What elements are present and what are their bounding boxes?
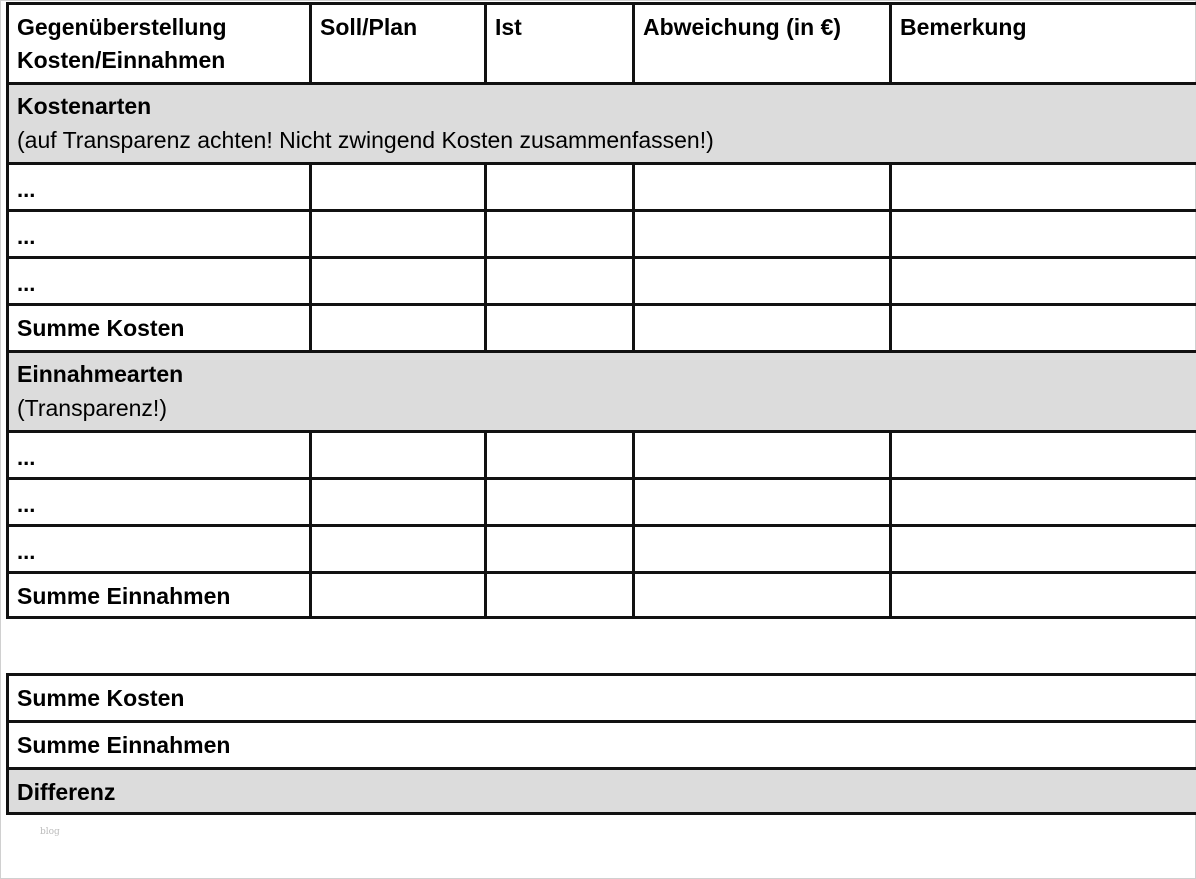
plan-cell[interactable] bbox=[311, 211, 486, 258]
table-row bbox=[8, 479, 1196, 526]
header-cell-comparison bbox=[8, 4, 311, 84]
row-label: ... bbox=[17, 224, 36, 249]
table-row bbox=[8, 258, 1196, 305]
plan-cell[interactable] bbox=[311, 305, 486, 352]
section-note-kosten: (auf Transparenz achten! Nicht zwingend Kosten zusammenfassen!) bbox=[17, 127, 714, 153]
plan-cell[interactable] bbox=[311, 479, 486, 526]
header-label-actual: Ist bbox=[495, 14, 522, 40]
actual-cell[interactable] bbox=[486, 479, 634, 526]
summary-label-einnahmen: Summe Einnahmen bbox=[17, 732, 231, 758]
actual-cell[interactable] bbox=[486, 211, 634, 258]
plan-cell[interactable] bbox=[311, 164, 486, 211]
row-label: ... bbox=[17, 271, 36, 296]
summary-table bbox=[6, 673, 1196, 815]
section-row-kosten bbox=[8, 84, 1196, 164]
plan-cell[interactable] bbox=[311, 258, 486, 305]
header-label-line-1: Gegenüberstellung bbox=[17, 14, 227, 40]
deviation-cell[interactable] bbox=[634, 164, 891, 211]
summary-label-kosten: Summe Kosten bbox=[17, 685, 185, 711]
sum-label-cell bbox=[8, 573, 311, 618]
sum-row-kosten bbox=[8, 305, 1196, 352]
row-label: ... bbox=[17, 445, 36, 470]
header-label-plan: Soll/Plan bbox=[320, 14, 418, 40]
header-label-deviation: Abweichung (in €) bbox=[643, 14, 842, 40]
header-cell-actual bbox=[486, 4, 634, 84]
header-cell-remark bbox=[891, 4, 1196, 84]
remark-cell[interactable] bbox=[891, 258, 1196, 305]
cost-income-table bbox=[6, 2, 1196, 619]
actual-cell[interactable] bbox=[486, 164, 634, 211]
section-title-einnahmen: Einnahmearten bbox=[17, 361, 184, 387]
actual-cell[interactable] bbox=[486, 526, 634, 573]
deviation-cell[interactable] bbox=[634, 432, 891, 479]
deviation-cell[interactable] bbox=[634, 479, 891, 526]
summary-cell[interactable] bbox=[8, 769, 1196, 814]
section-note-einnahmen: (Transparenz!) bbox=[17, 395, 167, 421]
section-cell-einnahmen bbox=[8, 352, 1196, 432]
section-row-einnahmen bbox=[8, 352, 1196, 432]
deviation-cell[interactable] bbox=[634, 305, 891, 352]
row-label-cell bbox=[8, 258, 311, 305]
remark-cell[interactable] bbox=[891, 211, 1196, 258]
actual-cell[interactable] bbox=[486, 432, 634, 479]
row-label: ... bbox=[17, 492, 36, 517]
remark-cell[interactable] bbox=[891, 526, 1196, 573]
section-title-kosten: Kostenarten bbox=[17, 93, 152, 119]
header-label-remark: Bemerkung bbox=[900, 14, 1027, 40]
deviation-cell[interactable] bbox=[634, 211, 891, 258]
section-cell-kosten bbox=[8, 84, 1196, 164]
summary-label-differenz: Differenz bbox=[17, 779, 116, 805]
row-label-cell bbox=[8, 164, 311, 211]
remark-cell[interactable] bbox=[891, 305, 1196, 352]
summary-row bbox=[8, 675, 1196, 722]
actual-cell[interactable] bbox=[486, 573, 634, 618]
summary-row-differenz bbox=[8, 769, 1196, 814]
row-label-cell bbox=[8, 211, 311, 258]
header-cell-plan bbox=[311, 4, 486, 84]
remark-cell[interactable] bbox=[891, 432, 1196, 479]
remark-cell[interactable] bbox=[891, 573, 1196, 618]
summary-cell[interactable] bbox=[8, 675, 1196, 722]
summary-cell[interactable] bbox=[8, 722, 1196, 769]
row-label-cell bbox=[8, 526, 311, 573]
remark-cell[interactable] bbox=[891, 479, 1196, 526]
remark-cell[interactable] bbox=[891, 164, 1196, 211]
summary-row bbox=[8, 722, 1196, 769]
deviation-cell[interactable] bbox=[634, 258, 891, 305]
table-row bbox=[8, 211, 1196, 258]
header-row bbox=[8, 4, 1196, 84]
row-label-cell bbox=[8, 432, 311, 479]
table-row bbox=[8, 164, 1196, 211]
deviation-cell[interactable] bbox=[634, 573, 891, 618]
sum-label-einnahmen: Summe Einnahmen bbox=[17, 583, 231, 609]
actual-cell[interactable] bbox=[486, 258, 634, 305]
header-label-line-2: Kosten/Einnahmen bbox=[17, 47, 226, 73]
plan-cell[interactable] bbox=[311, 526, 486, 573]
actual-cell[interactable] bbox=[486, 305, 634, 352]
table-row bbox=[8, 432, 1196, 479]
plan-cell[interactable] bbox=[311, 432, 486, 479]
sum-label-kosten: Summe Kosten bbox=[17, 315, 185, 341]
row-label: ... bbox=[17, 177, 36, 202]
deviation-cell[interactable] bbox=[634, 526, 891, 573]
header-cell-deviation bbox=[634, 4, 891, 84]
sum-row-einnahmen bbox=[8, 573, 1196, 618]
table-row bbox=[8, 526, 1196, 573]
plan-cell[interactable] bbox=[311, 573, 486, 618]
row-label: ... bbox=[17, 539, 36, 564]
sum-label-cell bbox=[8, 305, 311, 352]
row-label-cell bbox=[8, 479, 311, 526]
watermark-text: blog bbox=[40, 827, 60, 837]
